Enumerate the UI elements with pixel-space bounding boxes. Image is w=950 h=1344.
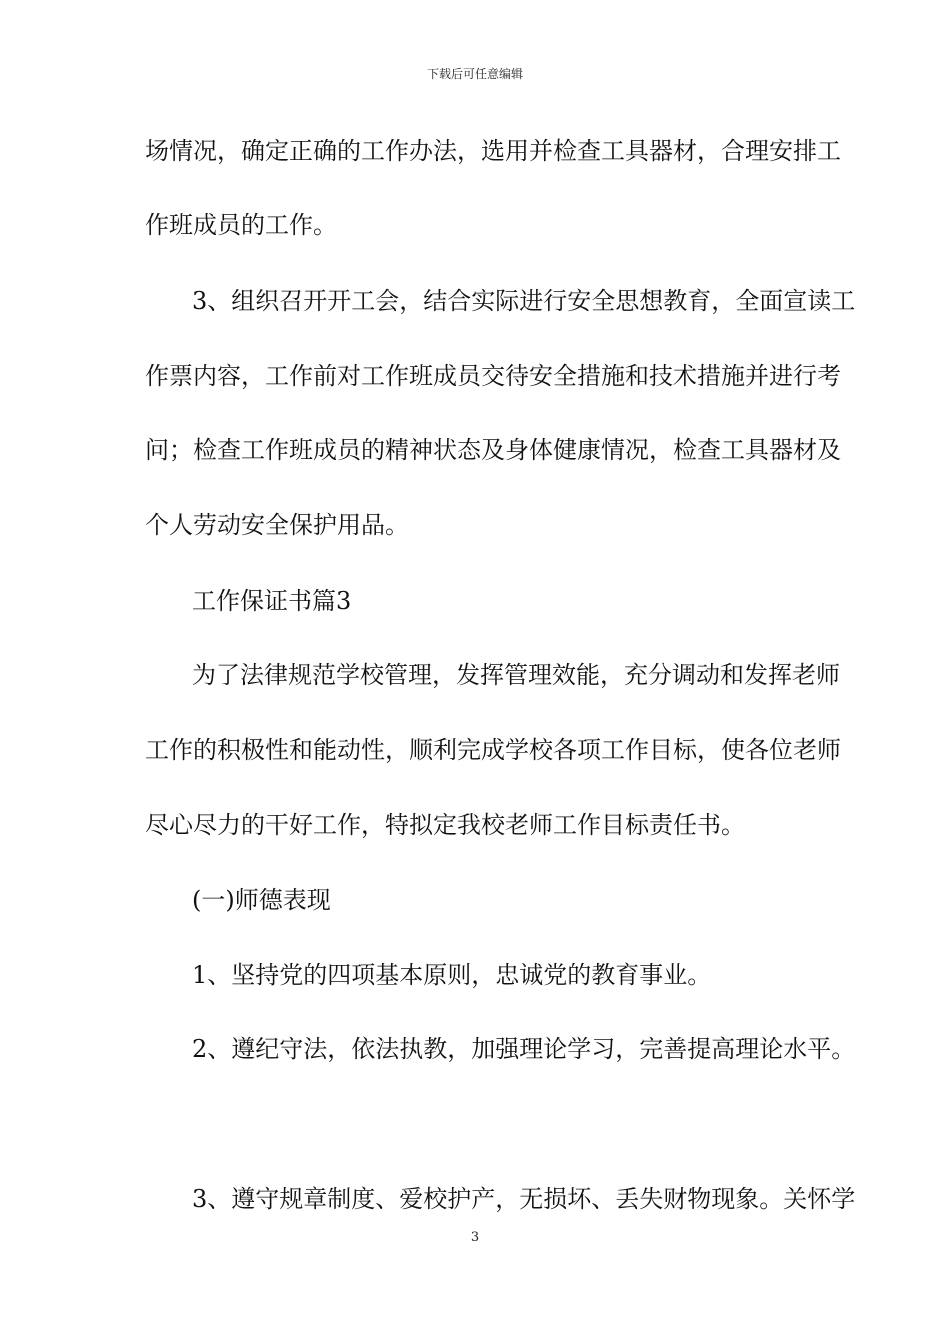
text-line: 尽心尽力的干好工作，特拟定我校老师工作目标责任书。 — [145, 811, 745, 839]
page-header: 下载后可任意编辑 — [426, 67, 523, 81]
text-line: 3、组织召开开工会，结合实际进行安全思想教育，全面宣读工 — [192, 287, 856, 315]
text-line: 个人劳动安全保护用品。 — [145, 511, 409, 539]
text-line: 场情况，确定正确的工作办法，选用并检查工具器材，合理安排工 — [145, 137, 841, 165]
text-line: 3、遵守规章制度、爱校护产，无损坏、丢失财物现象。关怀学 — [192, 1185, 856, 1213]
text-line: 工作的积极性和能动性，顺利完成学校各项工作目标，使各位老师 — [145, 736, 841, 764]
section-heading: 工作保证书篇3 — [192, 587, 352, 615]
page-number: 3 — [470, 1230, 480, 1245]
text-line: 1、坚持党的四项基本原则，忠诚党的教育事业。 — [192, 961, 712, 989]
subsection-heading: (一)师德表现 — [192, 886, 331, 914]
text-line: 2、遵纪守法，依法执教，加强理论学习，完善提高理论水平。 — [192, 1035, 856, 1063]
text-line: 作班成员的工作。 — [145, 211, 337, 239]
text-line: 为了法律规范学校管理，发挥管理效能，充分调动和发挥老师 — [192, 661, 840, 689]
text-line: 作票内容，工作前对工作班成员交待安全措施和技术措施并进行考 — [145, 362, 841, 390]
text-line: 问；检查工作班成员的精神状态及身体健康情况，检查工具器材及 — [145, 436, 841, 464]
